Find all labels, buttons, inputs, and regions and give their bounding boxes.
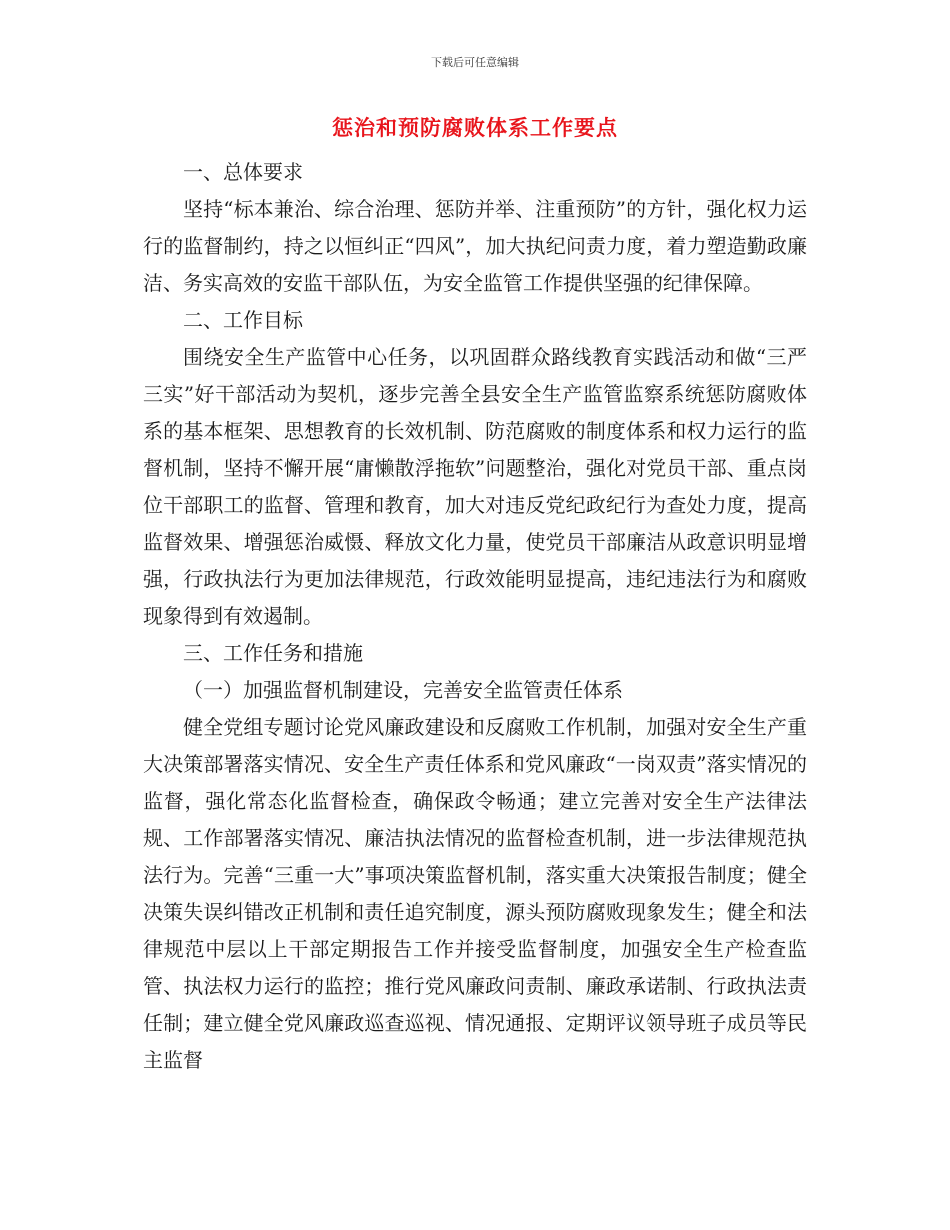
subsection-heading: （一）加强监督机制建设，完善安全监管责任体系 xyxy=(183,678,623,702)
header-note: 下载后可任意编辑 xyxy=(431,56,519,69)
body-paragraph: 健全党组专题讨论党风廉政建设和反腐败工作机制，加强对安全生产重大决策部署落实情况、安全生产责任体系和党风廉政“一岗双责”落实情况的监督，强化常态化监督检查，确保政令畅通；建立完善对安全生产法律法规、工作部署落实情况、廉洁执法情况的监督检查机制，进一步法律规范执法行为。完善“三重一大”事项决策监督机制，落实重大决策报告制度；健全决策失误纠错改正机制和责任追究制度，源头预防腐败现象发生；健全和法律规范中层以上干部定期报告工作并接受监督制度，加强安全生产检查监管、执法权力运行的监控；推行党风廉政问责制、廉政承诺制、行政执法责任制；建立健全党风廉政巡查巡视、情况通报、定期评议领导班子成员等民主监督 xyxy=(143,715,807,1072)
section-heading: 二、工作目标 xyxy=(183,308,303,332)
section-heading: 三、工作任务和措施 xyxy=(183,641,363,665)
document-title: 惩治和预防腐败体系工作要点 xyxy=(332,116,618,140)
section-heading: 一、总体要求 xyxy=(183,160,303,184)
body-paragraph: 围绕安全生产监管中心任务，以巩固群众路线教育实践活动和做“三严三实”好干部活动为契机，逐步完善全县安全生产监管监察系统惩防腐败体系的基本框架、思想教育的长效机制、防范腐败的制度体系和权力运行的监督机制，坚持不懈开展“庸懒散浮拖软”问题整治，强化对党员干部、重点岗位干部职工的监督、管理和教育，加大对违反党纪政纪行为查处力度，提高监督效果、增强惩治威慑、释放文化力量，使党员干部廉洁从政意识明显增强，行政执法行为更加法律规范，行政效能明显提高，违纪违法行为和腐败现象得到有效遏制。 xyxy=(143,345,807,628)
document-body xyxy=(143,154,807,1079)
body-paragraph: 坚持“标本兼治、综合治理、惩防并举、注重预防”的方针，强化权力运行的监督制约，持之以恒纠正“四风”，加大执纪问责力度，着力塑造勤政廉洁、务实高效的安监干部队伍，为安全监管工作提供坚强的纪律保障。 xyxy=(143,197,807,295)
